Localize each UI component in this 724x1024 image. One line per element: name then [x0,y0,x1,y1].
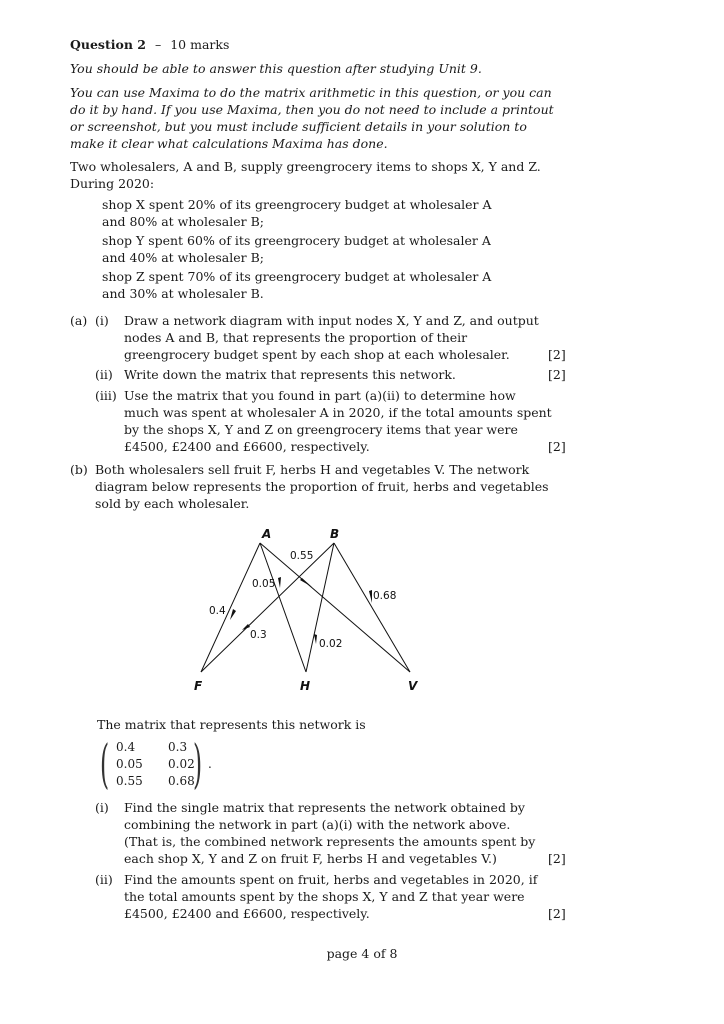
edge-label-bv: 0.68 [373,590,397,602]
matrix-cell: 0.05 [116,757,143,771]
part-a-i-number: (i) [95,313,109,328]
right-paren: ) [193,735,203,795]
edge-label-af: 0.4 [209,605,226,617]
maxima-note-line: do it by hand. If you use Maxima, then you do not need to include a printout [70,102,554,117]
part-a-ii-number: (ii) [95,367,113,382]
part-b-label: (b) [70,462,88,477]
arrow-a-h-icon [278,577,281,588]
network-matrix [100,735,220,795]
node-b-label: B [330,527,340,541]
arrow-b-h-icon [314,634,317,644]
part-b-text: sold by each wholesaler. [95,496,250,511]
edge-label-ah: 0.05 [252,578,276,590]
node-a-label: A [262,527,272,541]
heading-separator: – [154,37,162,52]
part-b-ii-text: Find the amounts spent on fruit, herbs and vegetables in 2020, if [124,872,538,887]
matrix-period: . [208,757,212,771]
part-a-ii-text: Write down the matrix that represents this network. [124,367,456,382]
part-a-iii-text: by the shops X, Y and Z on greengrocery items that year were [124,422,518,437]
part-b-text: diagram below represents the proportion of fruit, herbs and vegetables [95,479,549,494]
matrix-cell: 0.3 [168,740,188,754]
part-b-ii-number: (ii) [95,872,113,887]
part-a-iii-text: £4500, £2400 and £6600, respectively. [124,439,370,454]
mark-a-iii: [2] [548,439,566,454]
mark-b-ii: [2] [548,906,566,921]
node-v-label: V [408,679,418,693]
edge-b-v [334,543,410,672]
question-marks: 10 marks [170,37,230,52]
part-b-i-text: Find the single matrix that represents the network obtained by [124,800,525,815]
part-a-i-text: Draw a network diagram with input nodes X, Y and Z, and output [124,313,539,328]
part-a-iii-text: Use the matrix that you found in part (a)(ii) to determine how [124,388,516,403]
part-b-i-text: (That is, the combined network represents the amounts spent by [124,834,536,849]
maxima-note-line: make it clear what calculations Maxima has done. [70,136,388,151]
matrix-cell: 0.4 [116,740,136,754]
study-note: You should be able to answer this question after studying Unit 9. [70,61,482,76]
shop-line: and 40% at wholesaler B; [102,250,264,265]
mark-b-i: [2] [548,851,566,866]
edge-label-av: 0.55 [290,550,314,562]
node-f-label: F [194,679,203,693]
matrix-cell: 0.68 [168,774,195,788]
matrix-intro: The matrix that represents this network is [97,717,366,732]
part-a-i-text: greengrocery budget spent by each shop at each wholesaler. [124,347,510,362]
left-paren: ( [100,735,110,795]
shop-line: shop X spent 20% of its greengrocery budget at wholesaler A [102,197,492,212]
matrix-cell: 0.02 [168,757,195,771]
arrow-a-v-icon [300,578,312,587]
arrow-b-f-icon [242,624,250,630]
part-b-i-text: each shop X, Y and Z on fruit F, herbs H and vegetables V.) [124,851,497,866]
part-a-label: (a) [70,313,88,328]
maxima-note-line: You can use Maxima to do the matrix arithmetic in this question, or you can [70,85,552,100]
part-a-iii-number: (iii) [95,388,117,403]
shop-line: and 30% at wholesaler B. [102,286,264,301]
question-title: Question 2 [70,37,146,52]
part-b-text: Both wholesalers sell fruit F, herbs H and vegetables V. The network [95,462,530,477]
part-a-i-text: nodes A and B, that represents the proportion of their [124,330,468,345]
arrow-a-f-icon [230,609,236,620]
node-h-label: H [300,679,311,693]
page-number: page 4 of 8 [326,946,398,961]
maxima-note-line: or screenshot, but you must include sufficient details in your solution to [70,119,527,134]
part-a-iii-text: much was spent at wholesaler A in 2020, if the total amounts spent [124,405,552,420]
context-line: During 2020: [70,176,155,191]
arrow-b-v-icon [369,590,372,603]
part-b-ii-text: £4500, £2400 and £6600, respectively. [124,906,370,921]
edge-label-bh: 0.02 [319,638,343,650]
part-b-i-number: (i) [95,800,109,815]
shop-line: and 80% at wholesaler B; [102,214,264,229]
matrix-cell: 0.55 [116,774,143,788]
edge-b-h [306,543,334,672]
shop-line: shop Z spent 70% of its greengrocery budget at wholesaler A [102,269,492,284]
mark-a-ii: [2] [548,367,566,382]
part-b-i-text: combining the network in part (a)(i) with the network above. [124,817,511,832]
edge-label-bf: 0.3 [250,629,267,641]
shop-line: shop Y spent 60% of its greengrocery budget at wholesaler A [102,233,491,248]
part-b-ii-text: the total amounts spent by the shops X, Y and Z that year were [124,889,525,904]
mark-a-i: [2] [548,347,566,362]
context-line: Two wholesalers, A and B, supply greengrocery items to shops X, Y and Z. [70,159,541,174]
